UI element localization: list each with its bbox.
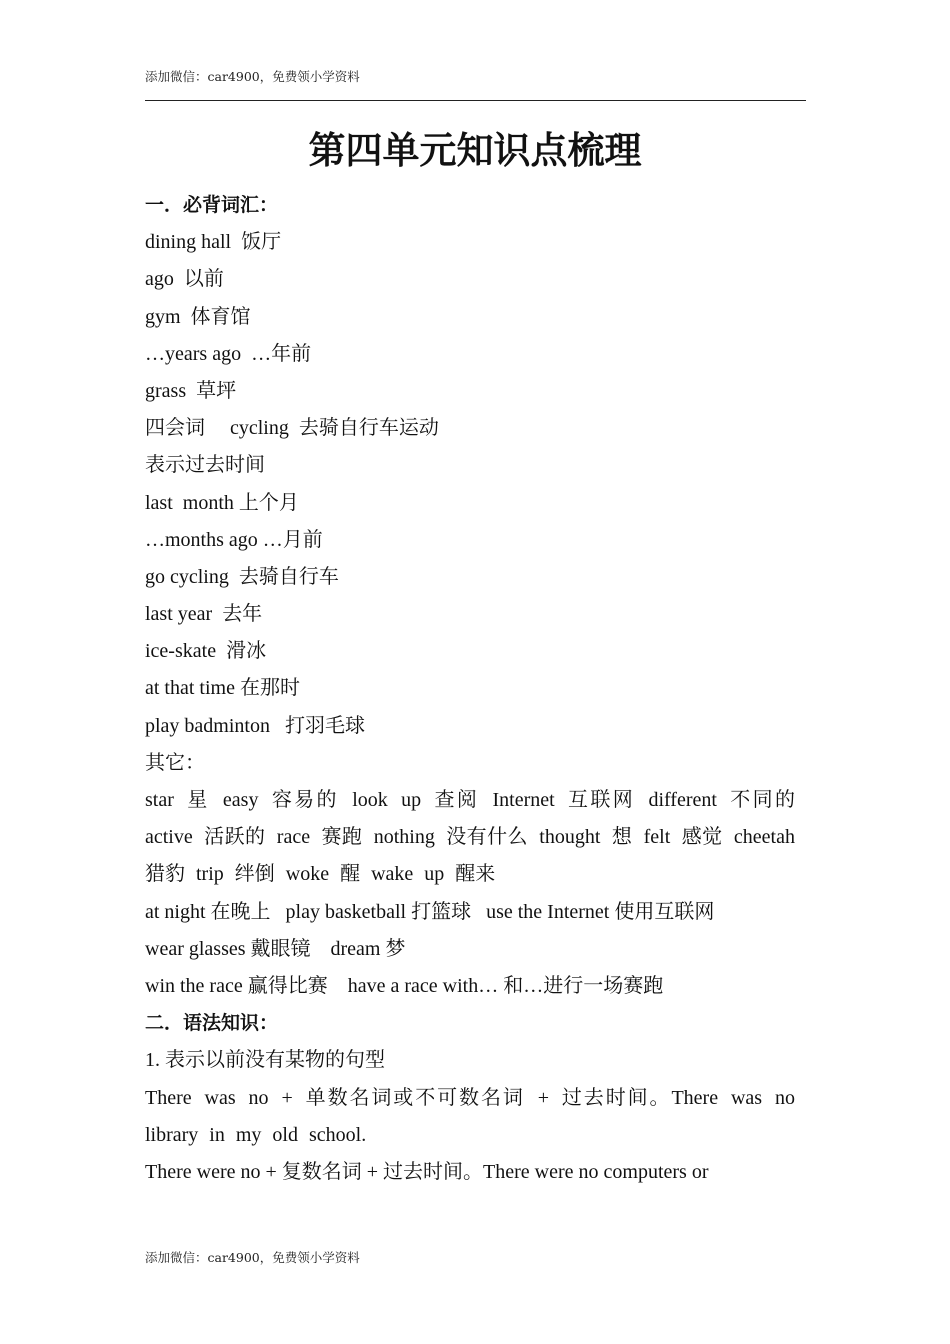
header-divider [145, 100, 806, 101]
grammar-paragraph: There were no + 复数名词 + 过去时间。There were no computers or [145, 1160, 709, 1183]
vocab-item: at that time 在那时 [145, 677, 300, 700]
other-vocab-line: win the race 赢得比赛 have a race with… 和…进行一场赛跑 [145, 974, 664, 997]
grammar-paragraph: There was no + 单数名词或不可数名词 + 过去时间。There was no library in my old school. [145, 1086, 795, 1146]
other-vocab-line: wear glasses 戴眼镜 dream 梦 [145, 937, 406, 960]
document-body [145, 187, 795, 1191]
vocab-item: last month 上个月 [145, 491, 299, 514]
vocab-item: ago 以前 [145, 268, 224, 291]
other-vocab-line: at night 在晚上 play basketball 打篮球 use the Internet 使用互联网 [145, 900, 715, 923]
vocab-item: gym 体育馆 [145, 305, 251, 328]
vocab-item: go cycling 去骑自行车 [145, 565, 339, 588]
vocab-item: last year 去年 [145, 603, 263, 626]
vocab-item: 四会词 cycling 去骑自行车运动 [145, 417, 439, 440]
vocab-item: 表示过去时间 [145, 454, 265, 477]
section-heading-grammar: 二．语法知识： [145, 1012, 279, 1035]
vocab-item: grass 草坪 [145, 379, 237, 402]
other-vocab-paragraph: star 星 easy 容易的 look up 查阅 Internet 互联网 different 不同的 active 活跃的 race 赛跑 nothing 没有什么 thought 想 felt 感觉 cheetah 猎豹 trip 绊倒 woke 醒 wake up 醒来 [145, 789, 795, 886]
vocab-item: …months ago …月前 [145, 528, 323, 551]
other-vocab-label: 其它： [145, 751, 205, 774]
vocab-item: ice-skate 滑冰 [145, 640, 267, 663]
vocab-item: dining hall 饭厅 [145, 231, 282, 254]
header-note: 添加微信：car4900，免费领小学资料 [145, 69, 360, 84]
vocab-item: play badminton 打羽毛球 [145, 714, 365, 737]
footer-note: 添加微信：car4900，免费领小学资料 [145, 1250, 360, 1265]
grammar-point-title: 1. 表示以前没有某物的句型 [145, 1049, 385, 1072]
section-heading-vocabulary: 一．必背词汇： [145, 194, 279, 216]
page-title: 第四单元知识点梳理 [308, 129, 642, 172]
vocab-item: …years ago …年前 [145, 342, 312, 365]
